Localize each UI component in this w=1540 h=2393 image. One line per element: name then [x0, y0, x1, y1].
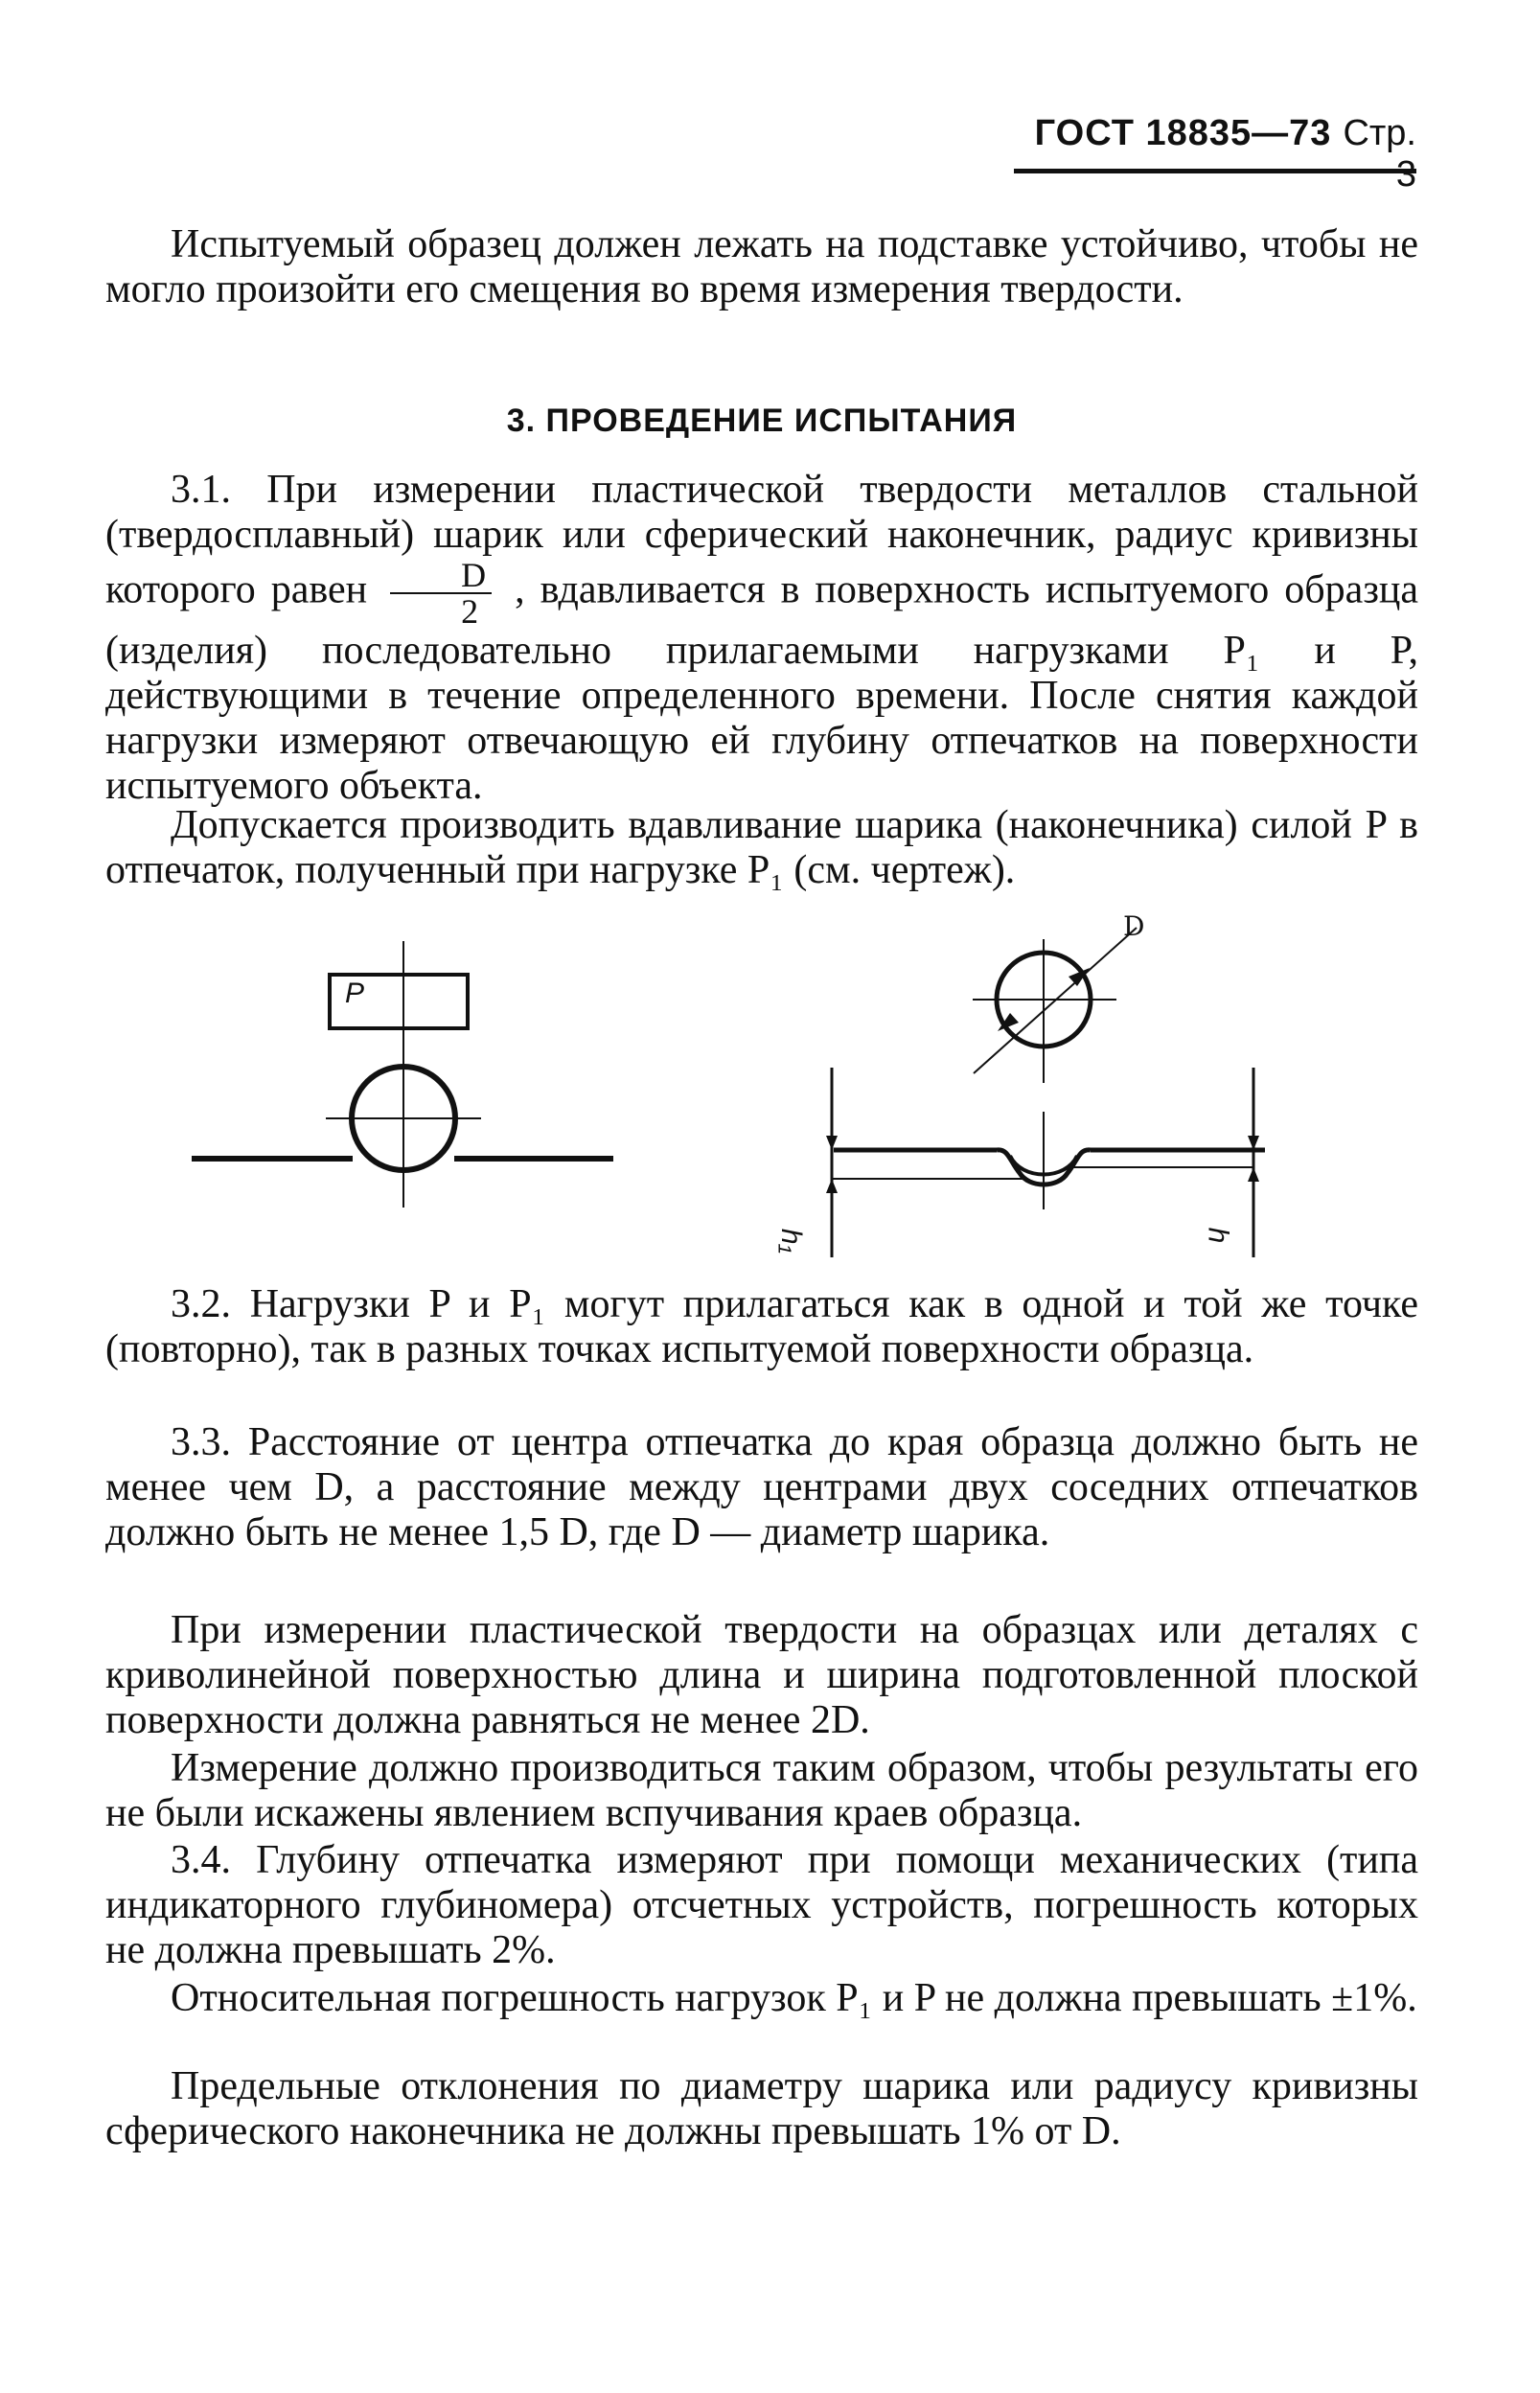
paragraph-3-4: 3.4. Глубину отпечатка измеряют при помощи механических (типа индикаторного глубиномера) отсчетных устройств, погрешность которых не должна превышать 2%. [105, 1838, 1418, 1972]
standard-number: ГОСТ 18835—73 [1034, 113, 1332, 153]
paragraph-3-3-second: При измерении пластической твердости на образцах или деталях с криволинейной поверхностью длина и ширина подготовленной плоской поверхности должна равняться не менее 2D. [105, 1608, 1418, 1742]
paragraph-3-1-second: Допускается производить вдавливание шарика (наконечника) силой P в отпечаток, полученный при нагрузке P₁ (см. чертеж). [105, 803, 1418, 892]
left-diagram [192, 941, 613, 1208]
page-number: Стр. 3 [1343, 113, 1416, 195]
paragraph-3-4-second: Относительная погрешность нагрузок P₁ и P не должна превышать ±1%. [171, 1976, 1417, 2020]
diameter-label: D [1123, 910, 1145, 942]
paragraph-3-4-third: Предельные отклонения по диаметру шарика или радиусу кривизны сферического наконечника не должны превышать 1% от D. [105, 2064, 1418, 2153]
right-diagram [826, 928, 1265, 1257]
paragraph-3-3-third: Измерение должно производиться таким образом, чтобы результаты его не были искажены явлением вспучивания краев образца. [105, 1746, 1418, 1835]
depth-label-h: h [1202, 1227, 1234, 1244]
section-title: 3. ПРОВЕДЕНИЕ ИСПЫТАНИЯ [506, 403, 1018, 439]
paragraph-3-1-start: 3.1. При измерении пластической твердости металлов стальной (твердосплавный) шарик или сферический наконечник, радиус кривизны которого равен [105, 468, 1418, 612]
paragraph-3-1-end: , вдавливается в поверхность испытуемого образца (изделия) последовательно прилагаемыми нагрузками P₁ и P, действующими в течение определенного времени. После снятия каждой нагрузки измеряют отвечающую ей глубину отпечатков на поверхности испытуемого объекта. [105, 567, 1419, 808]
paragraph-3-2: 3.2. Нагрузки P и P₁ могут прилагаться как в одной и той же точке (повторно), так в разных точках испытуемой поверхности образца. [105, 1282, 1418, 1371]
h-arrow-bottom [1248, 1167, 1259, 1182]
intro-paragraph: Испытуемый образец должен лежать на подставке устойчиво, чтобы не могло произойти его смещения во время измерения твердости. [105, 222, 1418, 311]
fraction-denominator: 2 [390, 592, 492, 629]
paragraph-3-3: 3.3. Расстояние от центра отпечатка до края образца должно быть не менее чем D, а расстояние между центрами двух соседних отпечатков должно быть не менее 1,5 D, где D — диаметр шарика. [105, 1420, 1418, 1554]
h1-arrow-bottom [826, 1179, 838, 1193]
fraction-numerator: D [461, 556, 487, 594]
load-label-p: P [345, 978, 365, 1009]
depth-label-h1: h₁ [775, 1228, 808, 1254]
